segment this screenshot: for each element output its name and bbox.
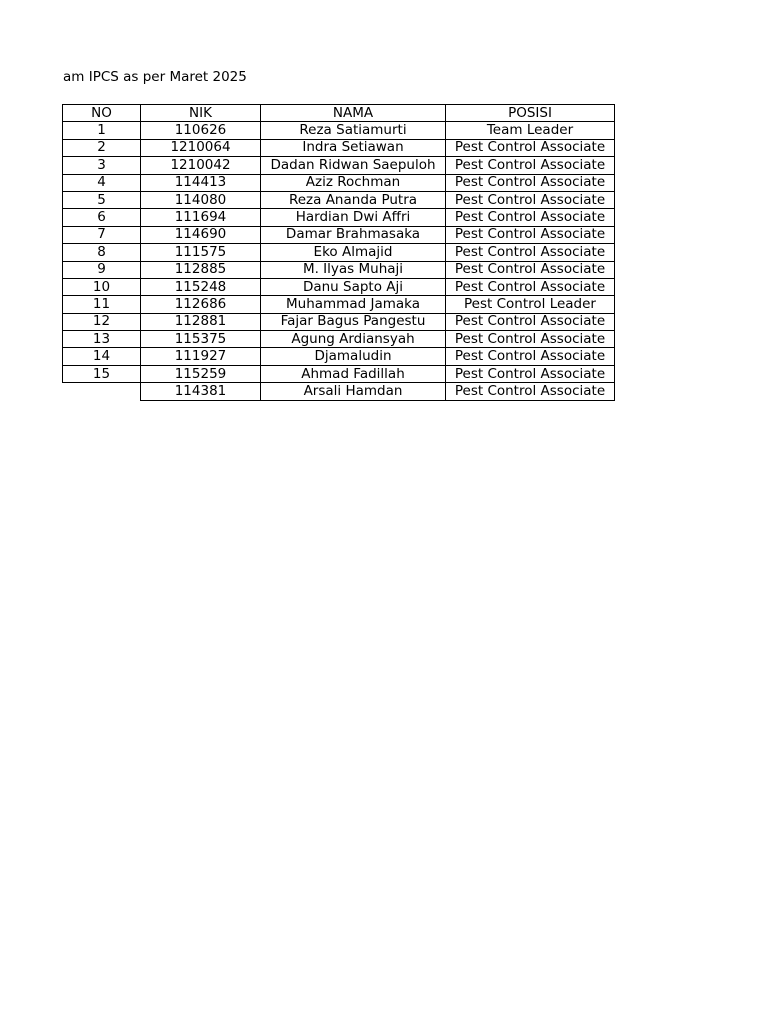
table-row (63, 157, 615, 174)
cell-posisi: Pest Control Associate (446, 157, 615, 174)
cell-no: 8 (63, 244, 141, 261)
table-row (63, 244, 615, 261)
cell-posisi: Pest Control Associate (446, 331, 615, 348)
cell-nik: 1210064 (141, 139, 261, 156)
cell-nik: 114080 (141, 191, 261, 208)
cell-no: 14 (63, 348, 141, 365)
cell-nama: Arsali Hamdan (261, 383, 446, 400)
cell-no: 13 (63, 331, 141, 348)
cell-nama: Danu Sapto Aji (261, 278, 446, 295)
cell-posisi: Pest Control Leader (446, 296, 615, 313)
cell-nama: Muhammad Jamaka (261, 296, 446, 313)
cell-nik: 115375 (141, 331, 261, 348)
cell-nik: 112686 (141, 296, 261, 313)
cell-nama: Eko Almajid (261, 244, 446, 261)
cell-nama: Djamaludin (261, 348, 446, 365)
table-row (63, 383, 615, 400)
cell-no: 15 (63, 365, 141, 382)
table-row (63, 261, 615, 278)
header-row (63, 105, 615, 122)
cell-no (63, 383, 141, 400)
table-row (63, 226, 615, 243)
cell-nama: Aziz Rochman (261, 174, 446, 191)
cell-posisi: Pest Control Associate (446, 313, 615, 330)
cell-nik: 114690 (141, 226, 261, 243)
header-no: NO (63, 105, 141, 122)
cell-no: 7 (63, 226, 141, 243)
cell-nama: Damar Brahmasaka (261, 226, 446, 243)
table-row (63, 278, 615, 295)
cell-nik: 111927 (141, 348, 261, 365)
header-nik: NIK (141, 105, 261, 122)
cell-nama: Fajar Bagus Pangestu (261, 313, 446, 330)
cell-nik: 111694 (141, 209, 261, 226)
cell-no: 2 (63, 139, 141, 156)
cell-posisi: Pest Control Associate (446, 226, 615, 243)
cell-posisi: Pest Control Associate (446, 348, 615, 365)
header-nama: NAMA (261, 105, 446, 122)
cell-posisi: Pest Control Associate (446, 191, 615, 208)
table-header (63, 105, 615, 122)
table-row (63, 348, 615, 365)
cell-nama: Ahmad Fadillah (261, 365, 446, 382)
cell-nik: 115259 (141, 365, 261, 382)
cell-nik: 112881 (141, 313, 261, 330)
cell-nik: 114381 (141, 383, 261, 400)
cell-posisi: Pest Control Associate (446, 209, 615, 226)
table-row (63, 122, 615, 139)
cell-no: 12 (63, 313, 141, 330)
cell-no: 11 (63, 296, 141, 313)
cell-no: 5 (63, 191, 141, 208)
table-row (63, 296, 615, 313)
cell-nama: Indra Setiawan (261, 139, 446, 156)
cell-posisi: Pest Control Associate (446, 365, 615, 382)
cell-nik: 110626 (141, 122, 261, 139)
cell-posisi: Team Leader (446, 122, 615, 139)
document-title: am IPCS as per Maret 2025 (63, 69, 247, 85)
table-row (63, 191, 615, 208)
roster-table (62, 104, 615, 401)
table-row (63, 313, 615, 330)
table-body (63, 122, 615, 400)
table-row (63, 331, 615, 348)
table-row (63, 365, 615, 382)
cell-no: 6 (63, 209, 141, 226)
cell-posisi: Pest Control Associate (446, 278, 615, 295)
cell-nik: 115248 (141, 278, 261, 295)
table-row (63, 139, 615, 156)
cell-nama: M. Ilyas Muhaji (261, 261, 446, 278)
table-row (63, 174, 615, 191)
cell-posisi: Pest Control Associate (446, 244, 615, 261)
cell-nik: 114413 (141, 174, 261, 191)
cell-no: 4 (63, 174, 141, 191)
cell-nama: Hardian Dwi Affri (261, 209, 446, 226)
cell-posisi: Pest Control Associate (446, 261, 615, 278)
cell-nama: Dadan Ridwan Saepuloh (261, 157, 446, 174)
cell-nama: Reza Ananda Putra (261, 191, 446, 208)
cell-no: 3 (63, 157, 141, 174)
cell-nik: 112885 (141, 261, 261, 278)
header-posisi: POSISI (446, 105, 615, 122)
cell-nik: 1210042 (141, 157, 261, 174)
cell-posisi: Pest Control Associate (446, 139, 615, 156)
cell-nama: Agung Ardiansyah (261, 331, 446, 348)
table-row (63, 209, 615, 226)
cell-no: 10 (63, 278, 141, 295)
cell-posisi: Pest Control Associate (446, 383, 615, 400)
cell-no: 9 (63, 261, 141, 278)
cell-nama: Reza Satiamurti (261, 122, 446, 139)
cell-nik: 111575 (141, 244, 261, 261)
cell-no: 1 (63, 122, 141, 139)
cell-posisi: Pest Control Associate (446, 174, 615, 191)
